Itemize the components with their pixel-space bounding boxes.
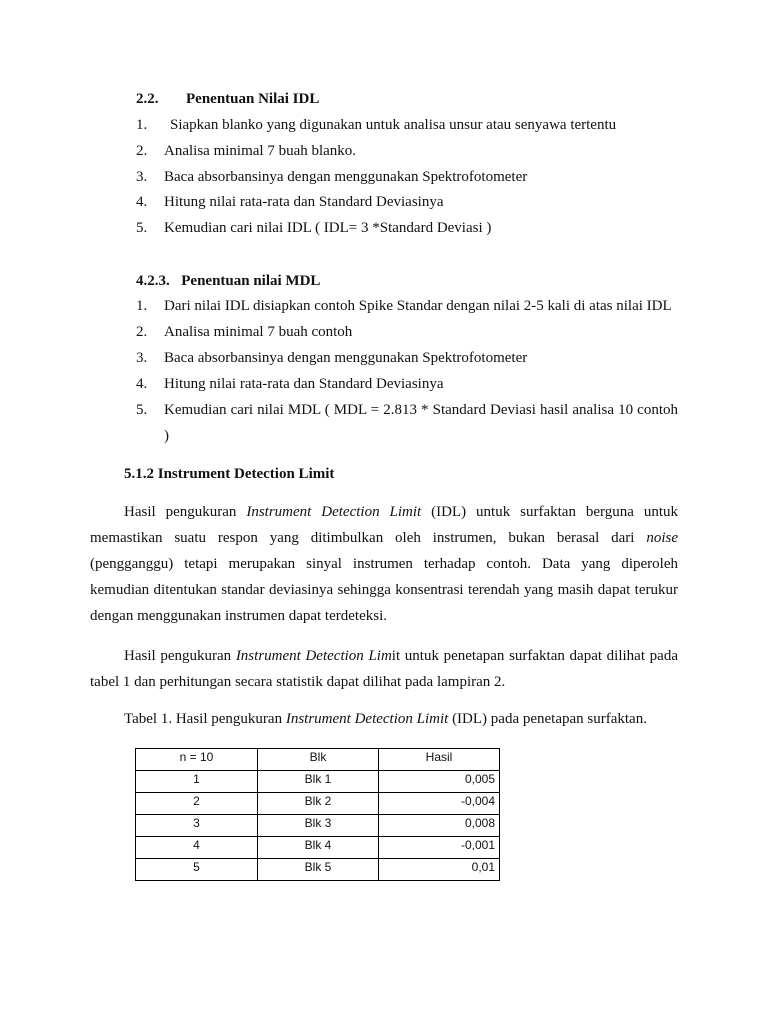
table-header-cell: n = 10: [136, 749, 258, 771]
table-row: 3 Blk 3 0,008: [136, 815, 500, 837]
table-row: 4 Blk 4 -0,001: [136, 837, 500, 859]
section-idl-number: 2.2.: [136, 91, 159, 107]
table-row: 1 Blk 1 0,005: [136, 771, 500, 793]
section-mdl-heading: [136, 273, 320, 290]
section-mdl-title: Penentuan nilai MDL: [181, 273, 321, 289]
table-header-row: [136, 749, 500, 771]
table-header-cell: Hasil: [379, 749, 500, 771]
section-mdl-number: 4.2.3.: [136, 273, 170, 289]
section-512-heading: 5.1.2 Instrument Detection Limit: [124, 466, 335, 482]
section-idl-heading: [136, 91, 319, 108]
table-row: 5 Blk 5 0,01: [136, 859, 500, 881]
table-row: 2 Blk 2 -0,004: [136, 793, 500, 815]
table-header-cell: Blk: [258, 749, 379, 771]
section-idl-title: Penentuan Nilai IDL: [186, 91, 320, 107]
table-caption: Tabel 1. Hasil pengukuran Instrument Detection Limit (IDL) pada penetapan surfaktan.: [124, 711, 647, 727]
idl-table: [135, 748, 500, 881]
